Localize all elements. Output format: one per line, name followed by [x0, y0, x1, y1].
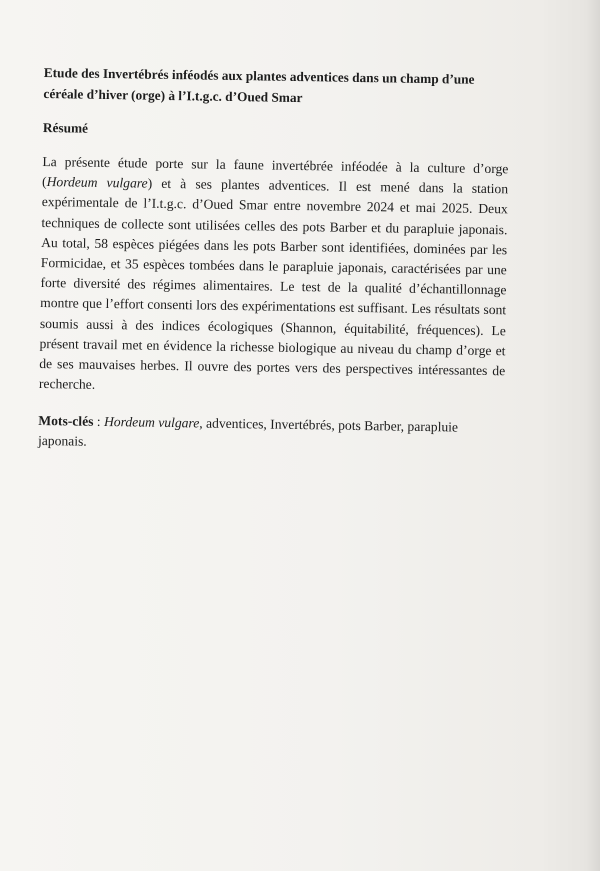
keywords-species-name: Hordeum vulgare: [103, 414, 200, 431]
abstract-species-name: Hordeum vulgare: [46, 174, 148, 191]
keywords-label: Mots-clés: [38, 413, 94, 430]
keywords-separator: :: [93, 414, 105, 430]
keywords-line: [38, 411, 505, 458]
keywords-list: , adventices, Invertébrés, pots Barber, parapluie japonais.: [37, 415, 459, 450]
section-heading-resume: Résumé: [42, 119, 89, 136]
page-content: [38, 62, 510, 459]
abstract-text-start: La présente étude porte sur la faune invertébrée inféodée à la culture d’orge (: [42, 153, 509, 190]
page-edge-shadow: [586, 0, 600, 871]
abstract-paragraph: [39, 152, 509, 402]
abstract-text-rest: ) et à ses plantes adventices. Il est mené dans la station expérimentale de l’I.t.g.c. d’Oued Smar entre novembre 2024 et mai 2025. Deux techniques de collecte sont utilisées celles des pots Barber et du parapluie japonais. Au total, 58 espèces piégées dans les pots Barber sont identifiées, dominées par les Formicidae, et 35 espèces tombées dans le parapluie japonais, caractérisées par une forte diversité des régimes alimentaires. Le test de la qualité d’échantillonnage montre que l’effort consenti lors des expérimentations est suffisant. Les résultats sont soumis aussi à des indices écologiques (Shannon, équitabilité, fréquences). Le présent travail met en évidence la richesse biologique au niveau du champ d’orge et de ses mauvaises herbes. Il ouvre des portes vers des perspectives intéressantes de recherche.: [38, 175, 509, 393]
document-title: Etude des Invertébrés inféodés aux plantes adventices dans un champ d’une céréale d’hiver (orge) à l’I.t.g.c. d’Oued Smar: [43, 64, 475, 106]
